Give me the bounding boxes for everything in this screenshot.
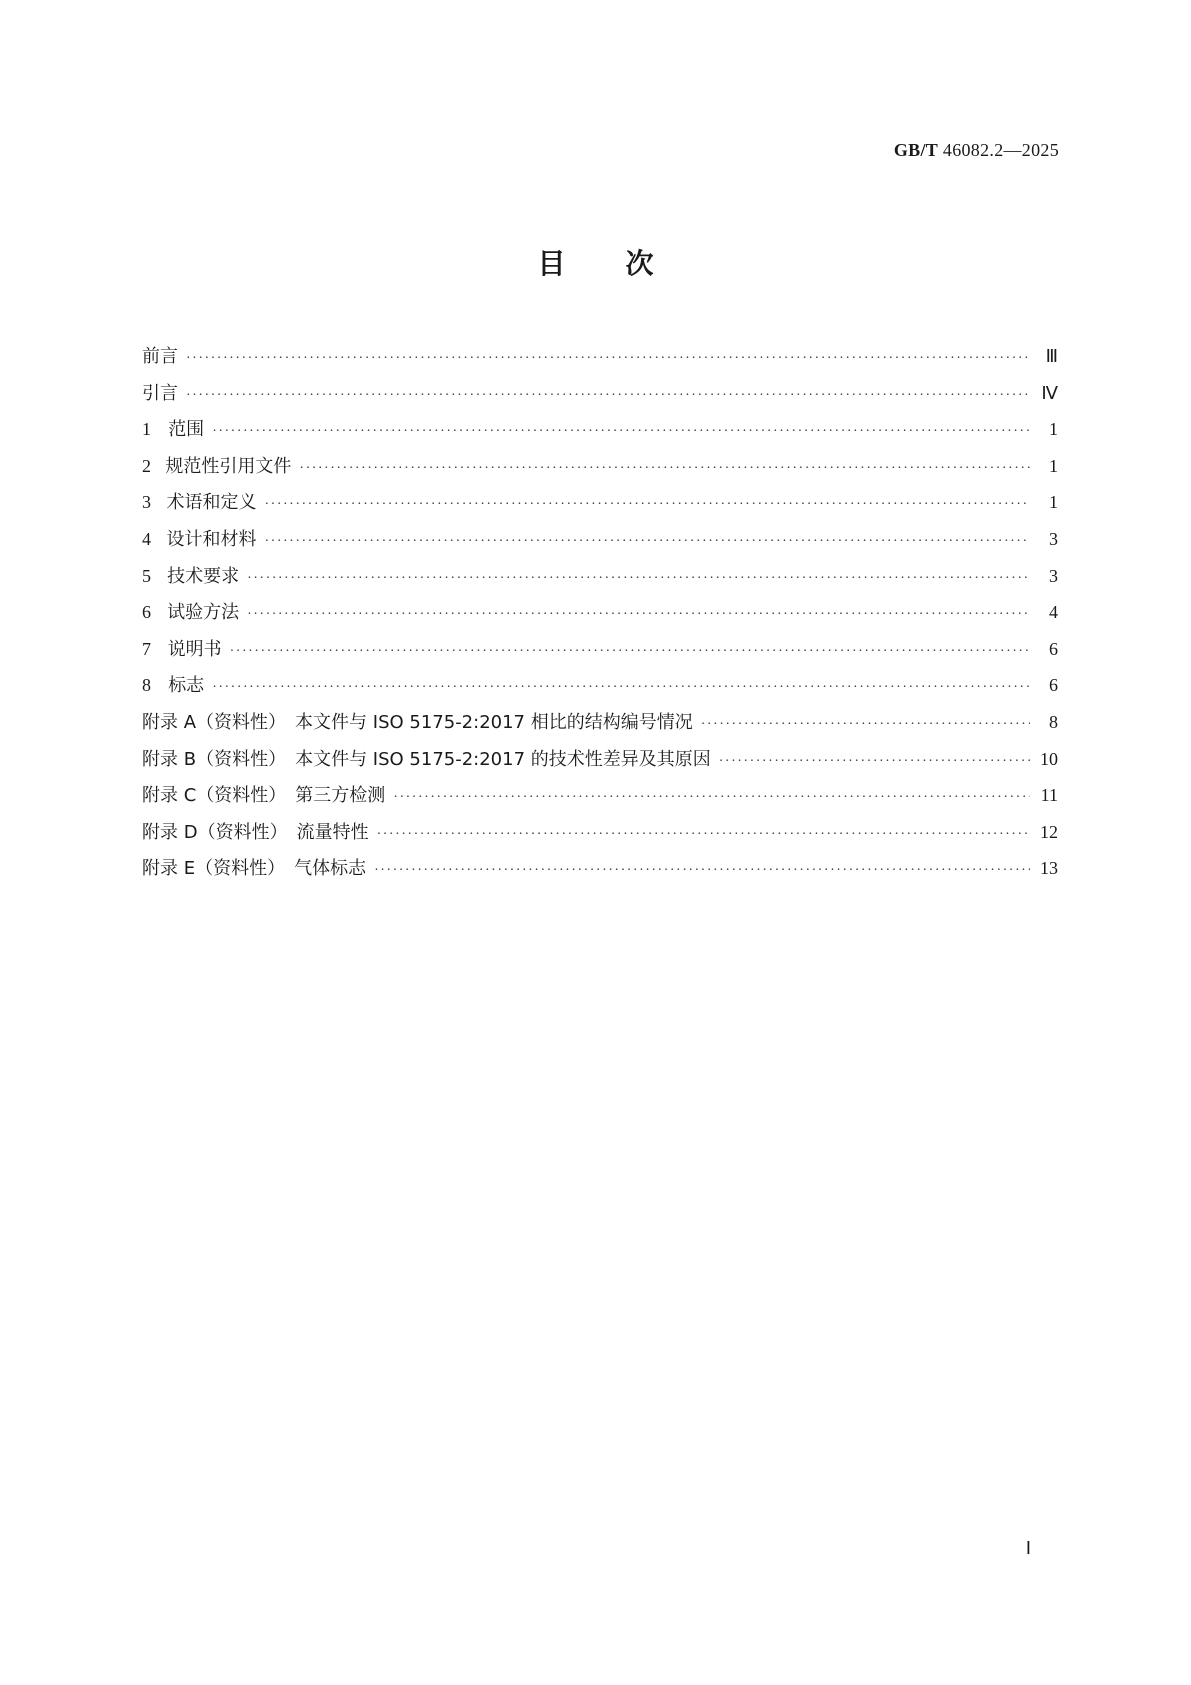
toc-page-number: 1 [1049,419,1058,440]
toc-entry-technical-requirements[interactable] [142,562,1058,599]
toc-label: 试验方法 [167,602,240,624]
dot-leader [299,461,1030,477]
page-folio: Ⅰ [1025,1538,1031,1558]
toc-label: 附录 D（资料性） 流量特性 [142,821,369,843]
toc-number: 8 [142,675,151,696]
dot-leader [186,351,1030,367]
toc-number: 2 [142,455,151,476]
toc-label: 附录 A（资料性） 本文件与 ISO 5175-2:2017 相比的结构编号情况 [142,711,693,733]
toc-label: 附录 C（资料性） 第三方检测 [142,785,386,807]
toc-entry-annex-b[interactable] [142,745,1058,782]
toc-page-number: Ⅲ [1045,346,1058,366]
toc-label: 技术要求 [167,565,240,587]
toc-page-number: 6 [1049,675,1058,696]
toc-entry-annex-d[interactable] [142,818,1058,855]
toc-label: 设计和材料 [166,528,257,550]
standard-number [894,140,1059,161]
toc-label: 标志 [168,675,205,697]
toc-label: 前言 [142,346,178,367]
dot-leader [230,644,1030,660]
table-of-contents [142,342,1058,891]
dot-leader [393,790,1030,806]
toc-entry-annex-c[interactable] [142,781,1058,818]
dot-leader [247,571,1030,587]
toc-page-number: 8 [1049,711,1058,732]
toc-page-number: 12 [1040,821,1058,842]
toc-page-number: 4 [1049,602,1058,623]
toc-label: 附录 B（资料性） 本文件与 ISO 5175-2:2017 的技术性差异及其原因 [142,748,711,770]
toc-number: 6 [142,602,151,623]
dot-leader [377,827,1030,843]
toc-entry-normative-references[interactable] [142,452,1058,489]
dot-leader [265,497,1030,513]
toc-entry-design-materials[interactable] [142,525,1058,562]
dot-leader [247,607,1030,623]
toc-label: 范围 [168,419,205,441]
toc-page-number: Ⅳ [1041,382,1058,403]
toc-label: 引言 [142,382,178,404]
dot-leader [186,388,1030,404]
dot-leader [265,534,1030,550]
toc-entry-scope[interactable] [142,415,1058,452]
toc-number: 1 [142,419,151,440]
toc-number: 3 [142,492,151,513]
toc-entry-foreword[interactable] [142,342,1058,379]
title-char-1: 目 [537,247,566,280]
toc-number: 4 [142,528,151,549]
toc-page-number: 3 [1049,528,1058,549]
dot-leader [374,863,1030,879]
toc-entry-annex-a[interactable] [142,708,1058,745]
title-char-2: 次 [625,247,654,280]
toc-page-number: 13 [1040,858,1058,879]
standard-code: 46082.2—2025 [942,140,1059,160]
toc-page-number: 6 [1049,638,1058,659]
toc-page-number: 3 [1049,565,1058,586]
toc-entry-test-methods[interactable] [142,598,1058,635]
toc-label: 说明书 [167,638,222,660]
toc-page-number: 11 [1040,785,1058,806]
toc-label: 术语和定义 [166,492,257,514]
toc-page-number: 10 [1040,748,1058,769]
toc-page-number: 1 [1049,455,1058,476]
toc-entry-annex-e[interactable] [142,854,1058,891]
dot-leader [701,717,1030,733]
toc-page-number: 1 [1049,492,1058,513]
toc-entry-terms-definitions[interactable] [142,488,1058,525]
standard-prefix: GB/T [893,140,939,160]
page-title [0,242,1191,282]
dot-leader [719,754,1030,770]
toc-entry-introduction[interactable] [142,379,1058,416]
dot-leader [212,424,1030,440]
toc-number: 5 [142,565,151,586]
toc-entry-instructions[interactable] [142,635,1058,672]
toc-label: 规范性引用文件 [165,455,292,477]
dot-leader [212,680,1030,696]
toc-entry-marking[interactable] [142,671,1058,708]
toc-number: 7 [142,638,151,659]
toc-label: 附录 E（资料性） 气体标志 [142,858,367,880]
